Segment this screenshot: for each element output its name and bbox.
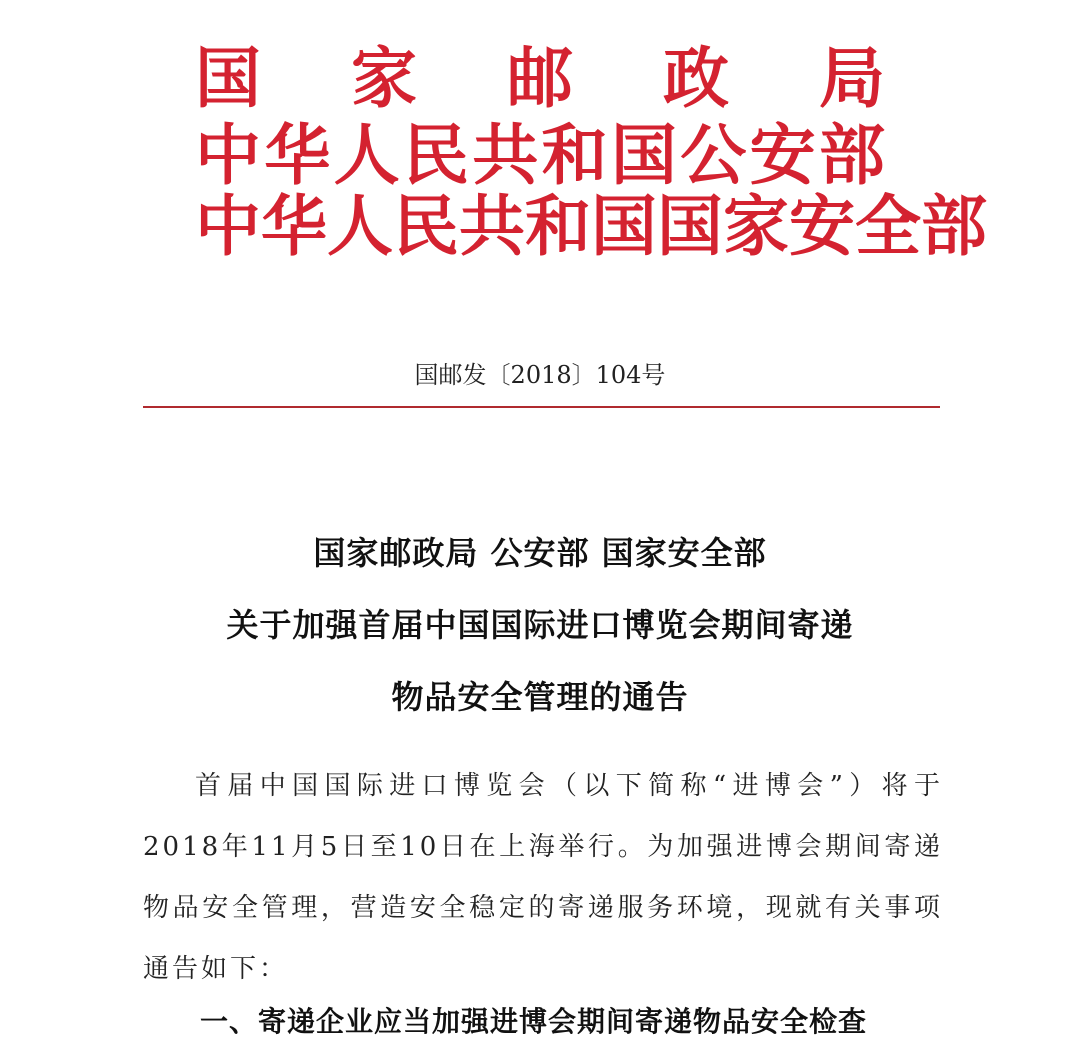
- issuer-char: 政: [663, 39, 729, 117]
- issuer-char: 部: [818, 116, 885, 194]
- issuer-char: 部: [921, 187, 987, 265]
- issuer-char: 共: [472, 116, 539, 194]
- issuer-char: 局: [819, 39, 885, 117]
- title-line-2: 关于加强首届中国国际进口博览会期间寄递: [226, 606, 854, 644]
- issuer-char: 华: [264, 116, 331, 194]
- title-line-3: 物品安全管理的通告: [391, 678, 689, 716]
- issuer-char: 民: [402, 116, 469, 194]
- issuer-char: 国: [657, 187, 723, 265]
- document-number: 国邮发〔2018〕104号: [414, 361, 666, 389]
- issuer-char: 全: [855, 187, 921, 265]
- section-1-heading: 一、寄递企业应当加强进博会期间寄递物品安全检查: [200, 1005, 868, 1038]
- issuer-char: 人: [327, 187, 393, 265]
- issuer-char: 国: [610, 116, 677, 194]
- issuer-line-state-security: [195, 187, 987, 265]
- issuer-char: 中: [195, 187, 261, 265]
- issuer-line-public-security: [195, 116, 885, 194]
- issuer-char: 中: [195, 116, 261, 194]
- issuer-char: 和: [525, 187, 591, 265]
- issuer-char: 安: [789, 187, 855, 265]
- body-text: [143, 756, 943, 1000]
- issuer-char: 民: [393, 187, 459, 265]
- issuer-char: 邮: [507, 39, 573, 117]
- issuer-char: 安: [749, 116, 816, 194]
- paragraph-1: 首届中国国际进口博览会（以下简称“进博会”）将于2018年11月5日至10日在上海举行。为加强进博会期间寄递物品安全管理，营造安全稳定的寄递服务环境，现就有关事项通告如下：: [143, 771, 943, 984]
- issuer-char: 家: [351, 39, 417, 117]
- red-divider-rule: [143, 406, 940, 408]
- issuer-char: 国: [591, 187, 657, 265]
- issuer-char: 共: [459, 187, 525, 265]
- issuer-char: 华: [261, 187, 327, 265]
- issuer-char: 人: [333, 116, 400, 194]
- issuer-char: 家: [723, 187, 789, 265]
- title-line-1: 国家邮政局 公安部 国家安全部: [313, 534, 767, 572]
- issuer-char: 公: [680, 116, 747, 194]
- issuer-char: 国: [195, 39, 261, 117]
- issuer-line-state-post-bureau: [195, 39, 885, 117]
- issuer-char: 和: [541, 116, 608, 194]
